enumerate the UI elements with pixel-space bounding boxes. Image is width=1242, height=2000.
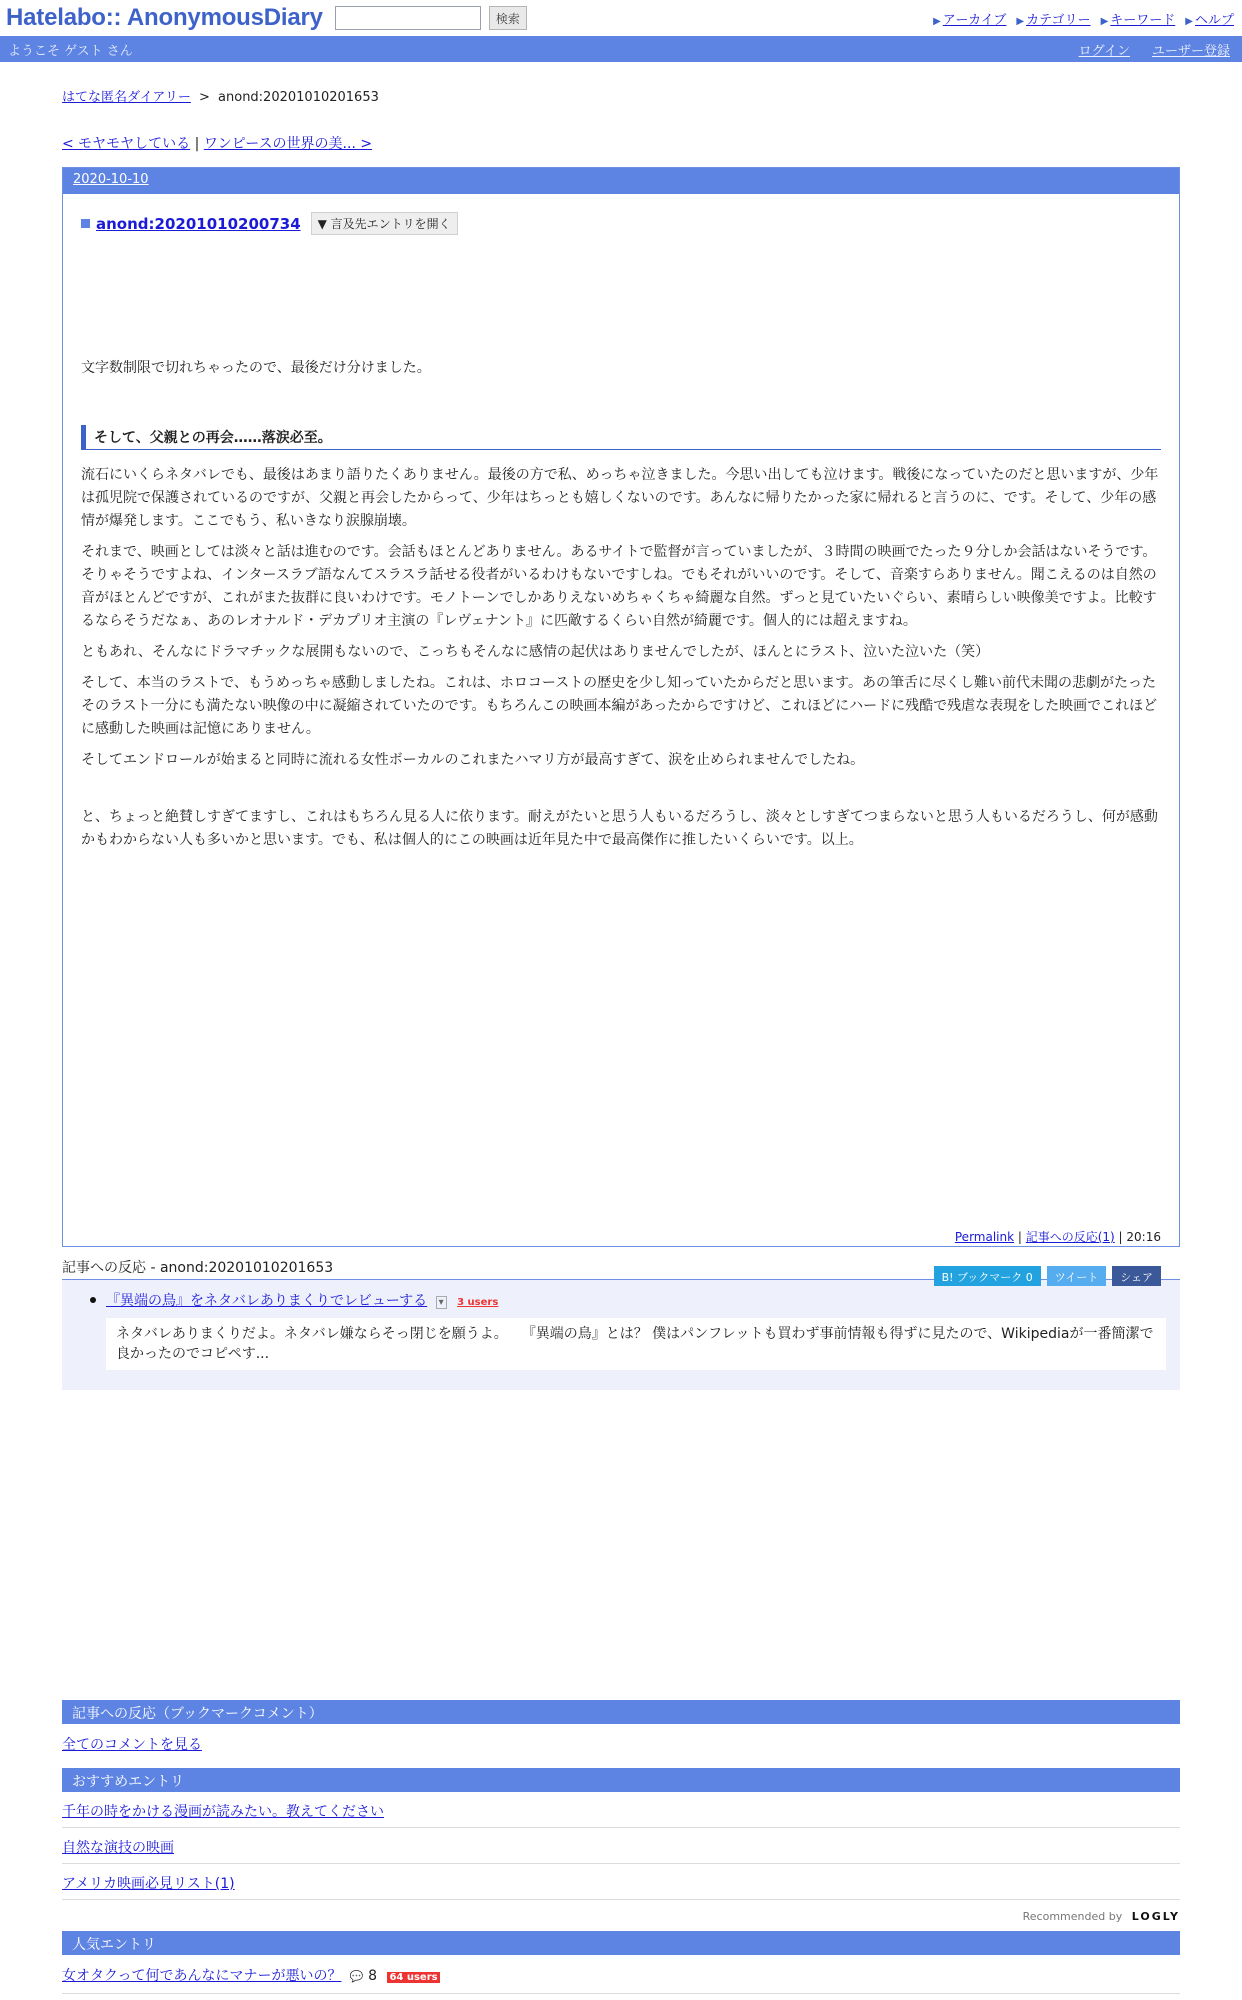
- welcome-text: ようこそ ゲスト さん: [8, 43, 133, 59]
- entry-paragraph: 流石にいくらネタバレでも、最後はあまり語りたくありません。最後の方で私、めっちゃ泣きました。今思い出しても泣けます。戦後になっていたのだと思いますが、少年は孤児院で保護されているのですが、父親と再会したからって、少年はちっとも嬉しくないのです。あんなに帰りたかった家に帰れると言うのに、です。そして、少年の感情が爆発します。ここでもう、私いきなり涙腺崩壊。: [81, 467, 1159, 529]
- reaction-excerpt: ネタバレありまくりだよ。ネタバレ嫌ならそっ閉じを願うよ。 『異端の鳥』とは？ 僕はパンフレットも買わず事前情報も得ずに見たので、Wikipediaが一番簡潔で良かったのでコピペす...: [106, 1318, 1166, 1370]
- register-link[interactable]: ユーザー登録: [1151, 43, 1230, 59]
- entry-time: 20:16: [1126, 1230, 1161, 1244]
- entry-lead: 文字数制限で切れちゃったので、最後だけ分けました。: [81, 360, 431, 376]
- top-bar: [0, 0, 1242, 36]
- bookmark-comments-heading: 記事への反応（ブックマークコメント）: [62, 1700, 1180, 1724]
- nav-help[interactable]: [1185, 9, 1234, 28]
- square-bullet-icon: [81, 219, 90, 228]
- list-item: [62, 1955, 1180, 1994]
- entry-paragraph: そして、本当のラストで、もうめっちゃ感動しましたね。これは、ホロコーストの歴史を少し知っていたからだと思います。あの筆舌に尽くし難い前代未聞の悲劇がたったそのラスト一分にも満たない映像の中に凝縮されていたのです。もちろんこの映画本編があったからですけど、これほどにハードに残酷で残虐な表現をした映画でこれほどに感動した映画は記憶にありません。: [81, 675, 1158, 737]
- popular-entry-link[interactable]: 女オタクって何であんなにマナーが悪いの？: [62, 1968, 342, 1984]
- entry-pager: [62, 133, 1180, 153]
- day-header: [63, 168, 1179, 194]
- login-link[interactable]: ログイン: [1078, 43, 1130, 59]
- nav-archive-link[interactable]: アーカイブ: [942, 13, 1007, 28]
- nav-category-link[interactable]: カテゴリー: [1026, 13, 1091, 28]
- arrow-icon: ▶: [933, 16, 941, 27]
- recommended-by-label: Recommended by: [1022, 1910, 1123, 1923]
- section-heading: そして、父親との再会……落涙必至。: [81, 425, 1161, 450]
- top-nav: [933, 9, 1234, 28]
- arrow-icon: ▶: [1100, 16, 1109, 27]
- breadcrumb-home[interactable]: はてな匿名ダイアリー: [62, 90, 191, 105]
- bookmark-users-badge[interactable]: 64 users: [389, 1972, 438, 1983]
- nav-help-link[interactable]: ヘルプ: [1194, 13, 1234, 28]
- nav-keyword[interactable]: [1101, 9, 1176, 28]
- facebook-share-button[interactable]: シェア: [1112, 1266, 1161, 1286]
- user-bar: [0, 36, 1242, 62]
- breadcrumb-separator: >: [198, 90, 210, 105]
- arrow-icon: ▶: [1185, 16, 1193, 27]
- share-buttons: [934, 1266, 1161, 1286]
- recommended-link[interactable]: アメリカ映画必見リスト(1): [62, 1876, 235, 1892]
- recommended-credit: [62, 1910, 1180, 1923]
- arrow-icon: ▶: [1016, 16, 1025, 27]
- day-date[interactable]: 2020-10-10: [73, 172, 149, 187]
- main-content: [62, 86, 1180, 1994]
- recommended-link[interactable]: 千年の時をかける漫画が読みたい。教えてください: [62, 1804, 384, 1820]
- list-item: [62, 1828, 1180, 1864]
- recommended-heading: おすすめエントリ: [62, 1768, 1180, 1792]
- entry-paragraph: それまで、映画としては淡々と話は進むのです。会話もほとんどありません。あるサイトで監督が言っていましたが、３時間の映画でたった９分しか会話はないそうです。そりゃそうですよね、インタースラブ語なんてスラスラ話せる役者がいるわけもないですしね。でもそれがいいのです。そして、音楽すらありません。聞こえるのは自然の音がほとんどですが、これがまた抜群に良いわけです。モノトーンでしかありえないめちゃくちゃ綺麗な自然。ずっと見ていたいぐらい、素晴らしい映像美ですよ。比較するならそうだなぁ、あのレオナルド・デカプリオ主演の『レヴェナント』に匹敵するくらい自然が綺麗です。個人的には超えますね。: [81, 544, 1157, 629]
- popular-heading: 人気エントリ: [62, 1931, 1180, 1955]
- search-button[interactable]: 検索: [489, 6, 527, 30]
- recommended-link[interactable]: 自然な演技の映画: [62, 1840, 174, 1856]
- pager-divider: |: [194, 136, 200, 152]
- entry-paragraph: ともあれ、そんなにドラマチックな展開もないので、こっちもそんなに感情の起伏はありませんでしたが、ほんとにラスト、泣いた泣いた（笑）: [81, 644, 990, 660]
- entry-title-link[interactable]: anond:20201010200734: [96, 214, 301, 233]
- entry-title-row: [81, 212, 1161, 235]
- nav-keyword-link[interactable]: キーワード: [1110, 13, 1176, 28]
- logly-logo[interactable]: LOGLY: [1131, 1910, 1180, 1923]
- recommended-list: [62, 1792, 1180, 1900]
- see-all-comments-link[interactable]: 全てのコメントを見る: [62, 1737, 202, 1753]
- tweet-button[interactable]: ツイート: [1047, 1266, 1106, 1286]
- next-entry-link[interactable]: ワンピースの世界の美... >: [203, 136, 373, 152]
- comment-count: 8: [368, 1968, 377, 1984]
- nav-archive[interactable]: [933, 9, 1006, 28]
- entry-footer: Permalink | 記事への反応(1) | 20:16: [954, 1230, 1161, 1244]
- comment-icon: 💬: [349, 1970, 364, 1983]
- reaction-item: [106, 1290, 1166, 1370]
- reactions-link[interactable]: 記事への反応(1): [1025, 1230, 1115, 1244]
- entry-closing: と、ちょっと絶賛しすぎてますし、これはもちろん見る人に依ります。耐えがたいと思う人もいるだろうし、淡々としすぎてつまらないと思う人もいるだろうし、何が感動かもわからない人も多いかと思います。でも、私は個人的にこの映画は近年見た中で最高傑作に推したいくらいです。以上。: [81, 809, 1158, 848]
- reactions-list: [62, 1280, 1180, 1390]
- search-input[interactable]: [335, 6, 481, 30]
- hatena-bookmark-button[interactable]: B! ブックマーク 0: [934, 1266, 1041, 1286]
- popular-section: [62, 1931, 1180, 1994]
- list-item: [62, 1792, 1180, 1828]
- list-item: [62, 1864, 1180, 1900]
- breadcrumb: [62, 86, 1180, 105]
- open-referenced-entry-button[interactable]: ▼ 言及先エントリを開く: [311, 212, 458, 235]
- reactions-heading: 記事への反応 - anond:20201010201653: [62, 1257, 1180, 1280]
- entry-paragraph: そしてエンドロールが始まると同時に流れる女性ボーカルのこれまたハマリ方が最高すぎて、涙を止められませんでしたね。: [81, 752, 865, 768]
- nav-category[interactable]: [1016, 9, 1090, 28]
- recommended-section: [62, 1768, 1180, 1923]
- permalink[interactable]: Permalink: [954, 1230, 1015, 1244]
- entry-body: [63, 212, 1179, 852]
- breadcrumb-current: anond:20201010201653: [218, 90, 379, 105]
- site-logo[interactable]: Hatelabo:: AnonymousDiary: [6, 4, 323, 31]
- bookmark-users-badge[interactable]: 3 users: [457, 1297, 499, 1308]
- bookmark-comments-section: [62, 1700, 1180, 1768]
- chevron-down-icon[interactable]: ▾: [436, 1296, 447, 1309]
- user-links: [1079, 40, 1230, 59]
- prev-entry-link[interactable]: < モヤモヤしている: [62, 136, 191, 152]
- reaction-title-link[interactable]: 『異端の鳥』をネタバレありまくりでレビューする: [106, 1293, 428, 1309]
